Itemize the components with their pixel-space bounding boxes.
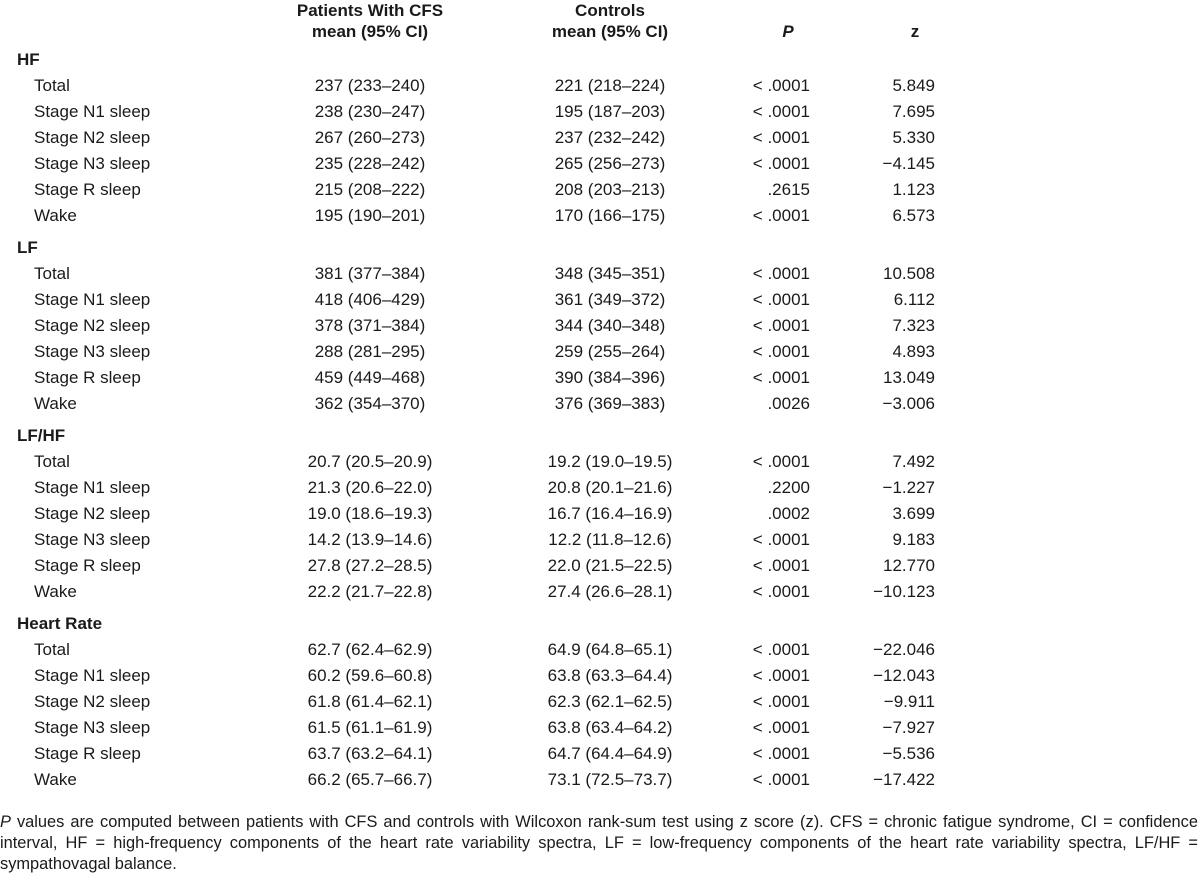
- cfs-mean-cell: 20.7 (20.5–20.9): [307, 452, 433, 471]
- p-value-cell: < .0001: [752, 640, 810, 659]
- z-score-cell: 7.695: [892, 102, 935, 121]
- header-controls-title: Controls: [575, 1, 645, 20]
- table-row: [0, 73, 1200, 99]
- controls-mean-cell: 64.7 (64.4–64.9): [547, 744, 673, 763]
- table-row: [0, 203, 1200, 229]
- row-label: Total: [34, 452, 70, 471]
- controls-mean-cell: 63.8 (63.3–64.4): [547, 666, 673, 685]
- z-score-cell: 6.573: [892, 206, 935, 225]
- p-value-cell: < .0001: [752, 102, 810, 121]
- row-label: Stage N1 sleep: [34, 666, 151, 685]
- cfs-mean-cell: 418 (406–429): [314, 290, 426, 309]
- header-controls-subtitle: mean (95% CI): [551, 22, 669, 41]
- row-label: Stage N3 sleep: [34, 154, 151, 173]
- p-value-cell: < .0001: [752, 206, 810, 225]
- z-score-cell: 6.112: [893, 290, 935, 309]
- controls-mean-cell: 208 (203–213): [554, 180, 666, 199]
- controls-mean-cell: 170 (166–175): [554, 206, 666, 225]
- row-label: Stage N1 sleep: [34, 478, 151, 497]
- row-label: Stage R sleep: [34, 368, 141, 387]
- p-value-cell: < .0001: [752, 290, 810, 309]
- controls-mean-cell: 265 (256–273): [554, 154, 666, 173]
- controls-mean-cell: 376 (369–383): [554, 394, 666, 413]
- header-p-value: P: [782, 22, 794, 41]
- table-row: [0, 553, 1200, 579]
- header-controls: [520, 0, 700, 42]
- z-score-cell: 9.183: [892, 530, 935, 549]
- cfs-mean-cell: 63.7 (63.2–64.1): [307, 744, 433, 763]
- controls-mean-cell: 22.0 (21.5–22.5): [547, 556, 673, 575]
- table-footnote: [0, 812, 1198, 875]
- p-value-cell: < .0001: [752, 128, 810, 147]
- controls-mean-cell: 390 (384–396): [554, 368, 666, 387]
- footnote-p-symbol: P: [0, 813, 11, 831]
- row-label: Stage N2 sleep: [34, 128, 151, 147]
- cfs-mean-cell: 27.8 (27.2–28.5): [307, 556, 433, 575]
- table-row: [0, 391, 1200, 417]
- table-row: [0, 579, 1200, 605]
- z-score-cell: −7.927: [882, 718, 935, 737]
- cfs-mean-cell: 362 (354–370): [314, 394, 426, 413]
- section-title: Heart Rate: [17, 614, 103, 633]
- table-row: [0, 287, 1200, 313]
- table-row: [0, 151, 1200, 177]
- row-label: Total: [34, 640, 70, 659]
- controls-mean-cell: 344 (340–348): [554, 316, 666, 335]
- row-label: Stage R sleep: [34, 744, 141, 763]
- header-cfs-subtitle: mean (95% CI): [311, 22, 429, 41]
- z-score-cell: 12.770: [883, 556, 935, 575]
- cfs-mean-cell: 237 (233–240): [314, 76, 426, 95]
- table-section: [0, 611, 1200, 793]
- z-score-cell: 5.330: [892, 128, 935, 147]
- z-score-cell: 4.893: [892, 342, 935, 361]
- row-label: Stage N1 sleep: [34, 290, 151, 309]
- table-row: [0, 689, 1200, 715]
- controls-mean-cell: 348 (345–351): [554, 264, 666, 283]
- controls-mean-cell: 73.1 (72.5–73.7): [547, 770, 673, 789]
- z-score-cell: −10.123: [873, 582, 935, 601]
- p-value-cell: < .0001: [752, 530, 810, 549]
- z-score-cell: −9.911: [883, 692, 935, 711]
- controls-mean-cell: 16.7 (16.4–16.9): [547, 504, 673, 523]
- table-row: [0, 767, 1200, 793]
- table-section: [0, 47, 1200, 229]
- p-value-cell: < .0001: [752, 556, 810, 575]
- table-body: [0, 47, 1200, 793]
- p-value-cell: .0026: [767, 394, 810, 413]
- z-score-cell: −4.145: [882, 154, 935, 173]
- table-row: [0, 261, 1200, 287]
- row-label: Wake: [34, 770, 77, 789]
- cfs-mean-cell: 195 (190–201): [314, 206, 426, 225]
- cfs-mean-cell: 381 (377–384): [314, 264, 426, 283]
- z-score-cell: 1.123: [892, 180, 935, 199]
- table-row: [0, 99, 1200, 125]
- cfs-mean-cell: 62.7 (62.4–62.9): [307, 640, 433, 659]
- p-value-cell: < .0001: [752, 452, 810, 471]
- table-row: [0, 637, 1200, 663]
- table-row: [0, 475, 1200, 501]
- controls-mean-cell: 19.2 (19.0–19.5): [547, 452, 673, 471]
- z-score-cell: −22.046: [873, 640, 935, 659]
- row-label: Stage N2 sleep: [34, 316, 151, 335]
- table-row: [0, 365, 1200, 391]
- z-score-cell: 5.849: [892, 76, 935, 95]
- row-label: Wake: [34, 206, 77, 225]
- p-value-cell: .2200: [767, 478, 810, 497]
- z-score-cell: 7.323: [892, 316, 935, 335]
- table-row: [0, 449, 1200, 475]
- cfs-mean-cell: 238 (230–247): [314, 102, 426, 121]
- cfs-mean-cell: 459 (449–468): [314, 368, 426, 387]
- cfs-mean-cell: 267 (260–273): [314, 128, 426, 147]
- cfs-mean-cell: 288 (281–295): [314, 342, 426, 361]
- controls-mean-cell: 361 (349–372): [554, 290, 666, 309]
- controls-mean-cell: 27.4 (26.6–28.1): [547, 582, 673, 601]
- cfs-mean-cell: 66.2 (65.7–66.7): [307, 770, 433, 789]
- row-label: Stage R sleep: [34, 556, 141, 575]
- p-value-cell: < .0001: [752, 718, 810, 737]
- row-label: Total: [34, 76, 70, 95]
- controls-mean-cell: 195 (187–203): [554, 102, 666, 121]
- section-title: LF: [17, 238, 38, 257]
- row-label: Stage N2 sleep: [34, 504, 151, 523]
- controls-mean-cell: 237 (232–242): [554, 128, 666, 147]
- cfs-mean-cell: 21.3 (20.6–22.0): [307, 478, 433, 497]
- p-value-cell: < .0001: [752, 692, 810, 711]
- footnote-text: values are computed between patients with CFS and controls with Wilcoxon rank-sum test using z score (z). CFS = chronic fatigue syndrome, CI = confidence interval, HF = high-frequency components of the heart rate variability spectra, LF = low-frequency components of the heart rate variability spectra, LF/HF = sympathovagal balance.: [0, 813, 1198, 873]
- header-z-score: z: [910, 22, 920, 41]
- cfs-mean-cell: 14.2 (13.9–14.6): [307, 530, 433, 549]
- table-row: [0, 125, 1200, 151]
- table-row: [0, 527, 1200, 553]
- p-value-cell: < .0001: [752, 770, 810, 789]
- row-label: Stage R sleep: [34, 180, 141, 199]
- row-label: Wake: [34, 394, 77, 413]
- z-score-cell: −1.227: [882, 478, 935, 497]
- controls-mean-cell: 20.8 (20.1–21.6): [547, 478, 673, 497]
- table-row: [0, 715, 1200, 741]
- p-value-cell: < .0001: [752, 342, 810, 361]
- cfs-mean-cell: 19.0 (18.6–19.3): [307, 504, 433, 523]
- row-label: Stage N3 sleep: [34, 718, 151, 737]
- controls-mean-cell: 64.9 (64.8–65.1): [547, 640, 673, 659]
- header-cfs-title: Patients With CFS: [296, 1, 444, 20]
- p-value-cell: < .0001: [752, 264, 810, 283]
- cfs-mean-cell: 61.5 (61.1–61.9): [307, 718, 433, 737]
- p-value-cell: < .0001: [752, 582, 810, 601]
- controls-mean-cell: 62.3 (62.1–62.5): [547, 692, 673, 711]
- table-row: [0, 339, 1200, 365]
- z-score-cell: 7.492: [892, 452, 935, 471]
- row-label: Wake: [34, 582, 77, 601]
- p-value-cell: < .0001: [752, 154, 810, 173]
- cfs-mean-cell: 215 (208–222): [314, 180, 426, 199]
- table-row: [0, 663, 1200, 689]
- cfs-mean-cell: 60.2 (59.6–60.8): [307, 666, 433, 685]
- row-label: Total: [34, 264, 70, 283]
- header-cfs: [280, 0, 460, 42]
- row-label: Stage N2 sleep: [34, 692, 151, 711]
- controls-mean-cell: 12.2 (11.8–12.6): [548, 530, 672, 549]
- cfs-mean-cell: 61.8 (61.4–62.1): [307, 692, 433, 711]
- row-label: Stage N3 sleep: [34, 342, 151, 361]
- controls-mean-cell: 63.8 (63.4–64.2): [547, 718, 673, 737]
- z-score-cell: 10.508: [883, 264, 935, 283]
- z-score-cell: 3.699: [892, 504, 935, 523]
- section-title: HF: [17, 50, 40, 69]
- row-label: Stage N1 sleep: [34, 102, 151, 121]
- p-value-cell: < .0001: [752, 76, 810, 95]
- table-row: [0, 741, 1200, 767]
- controls-mean-cell: 259 (255–264): [554, 342, 666, 361]
- table-section: [0, 235, 1200, 417]
- z-score-cell: −3.006: [882, 394, 935, 413]
- p-value-cell: .0002: [767, 504, 810, 523]
- section-title: LF/HF: [17, 426, 66, 445]
- cfs-mean-cell: 22.2 (21.7–22.8): [307, 582, 433, 601]
- z-score-cell: −17.422: [873, 770, 935, 789]
- table-row: [0, 177, 1200, 203]
- z-score-cell: −12.043: [873, 666, 935, 685]
- table-row: [0, 313, 1200, 339]
- p-value-cell: < .0001: [752, 368, 810, 387]
- p-value-cell: .2615: [767, 180, 810, 199]
- z-score-cell: 13.049: [883, 368, 935, 387]
- table-section: [0, 423, 1200, 605]
- p-value-cell: < .0001: [752, 666, 810, 685]
- cfs-mean-cell: 378 (371–384): [314, 316, 426, 335]
- row-label: Stage N3 sleep: [34, 530, 151, 549]
- p-value-cell: < .0001: [752, 744, 810, 763]
- controls-mean-cell: 221 (218–224): [554, 76, 666, 95]
- table-row: [0, 501, 1200, 527]
- p-value-cell: < .0001: [752, 316, 810, 335]
- z-score-cell: −5.536: [882, 744, 935, 763]
- cfs-mean-cell: 235 (228–242): [314, 154, 426, 173]
